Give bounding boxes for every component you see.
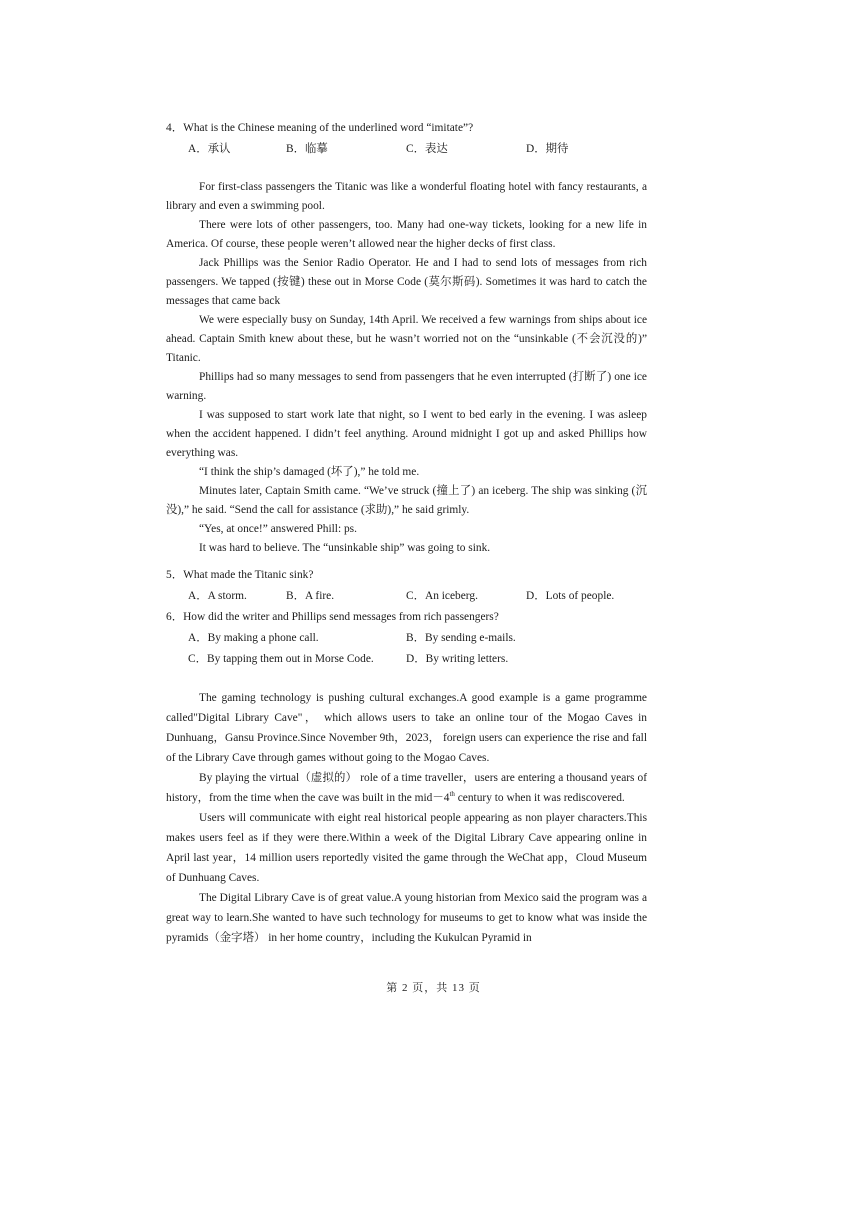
titanic-paragraph: I was supposed to start work late that night, so I went to bed early in the evening. I was asleep when the accident happened. I didn’t feel anything. Around midnight I got up and asked Phillips how everything was. xyxy=(166,409,647,459)
question-4: 4．What is the Chinese meaning of the underlined word “imitate”? xyxy=(166,122,474,134)
cave-paragraph-2-text: By playing the virtual（虚拟的） role of a time traveller，users are entering a thousand years of history，from the time when the cave was built in the mid－4 xyxy=(166,772,647,804)
ordinal-suffix: th xyxy=(449,790,455,799)
cave-paragraph-4: The Digital Library Cave is of great value.A young historian from Mexico said the program was a great way to learn.She wanted to have such technology for museums to get to know what was inside the pyramids（金字塔） in her home country，including the Kukulcan Pyramid in xyxy=(166,892,647,944)
titanic-paragraph: “I think the ship’s damaged (坏了),” he told me. xyxy=(199,466,420,478)
titanic-paragraph: For first-class passengers the Titanic was like a wonderful floating hotel with fancy restaurants, a library and even a swimming pool. xyxy=(166,181,647,212)
titanic-paragraph: Jack Phillips was the Senior Radio Operator. He and I had to send lots of messages from rich passengers. We tapped (按键) these out in Morse Code (莫尔斯码). Sometimes it was hard to catch the messages that came back xyxy=(166,257,647,307)
question-4-options xyxy=(188,139,658,159)
titanic-paragraph: Phillips had so many messages to send from passengers that he even interrupted (打断了) one ice warning. xyxy=(166,371,647,402)
option-c: C．By tapping them out in Morse Code. xyxy=(188,653,374,665)
titanic-paragraph: It was hard to believe. The “unsinkable ship” was going to sink. xyxy=(199,542,491,554)
titanic-paragraph: We were especially busy on Sunday, 14th April. We received a few warnings from ships about ice ahead. Captain Smith knew about these, but he wasn’t worried not on the “unsinkable (不会沉没的)” Titanic. xyxy=(166,314,647,364)
question-5-options xyxy=(188,586,658,606)
option-a: A．By making a phone call. xyxy=(188,632,319,644)
titanic-paragraph: There were lots of other passengers, too. Many had one-way tickets, looking for a new life in America. Of course, these people weren’t allowed near the higher decks of first class. xyxy=(166,219,647,250)
option-d: D．期待 xyxy=(526,143,569,155)
question-6: 6．How did the writer and Phillips send messages from rich passengers? xyxy=(166,611,499,623)
titanic-paragraph: Minutes later, Captain Smith came. “We’ve struck (撞上了) an iceberg. The ship was sinking (沉没),” he said. “Send the call for assistance (求助),” he said grimly. xyxy=(166,485,647,516)
option-c: C．An iceberg. xyxy=(406,590,478,602)
question-6-options-row2 xyxy=(188,649,658,669)
option-a: A．A storm. xyxy=(188,590,247,602)
option-c: C．表达 xyxy=(406,143,448,155)
question-6-options-row1 xyxy=(188,628,658,648)
option-b: B．By sending e-mails. xyxy=(406,632,516,644)
question-5: 5．What made the Titanic sink? xyxy=(166,569,314,581)
cave-paragraph-2-text-end: century to when it was rediscovered. xyxy=(454,792,625,804)
titanic-paragraph: “Yes, at once!” answered Phill: ps. xyxy=(199,523,357,535)
cave-paragraph-3: Users will communicate with eight real historical people appearing as non player characters.This makes users feel as if they were there.Within a week of the Digital Library Cave appearing online in April last year，14 million users reportedly visited the game through the WeChat app，Cloud Museum of Dunhuang Caves. xyxy=(166,812,647,884)
cave-passage xyxy=(166,688,647,948)
option-d: D．Lots of people. xyxy=(526,590,615,602)
option-b: B．A fire. xyxy=(286,590,335,602)
option-b: B．临摹 xyxy=(286,143,328,155)
titanic-passage xyxy=(166,178,647,558)
cave-paragraph-2 xyxy=(166,768,647,808)
option-d: D．By writing letters. xyxy=(406,653,509,665)
page-number-footer: 第 2 页，共 13 页 xyxy=(386,982,481,994)
option-a: A．承认 xyxy=(188,143,231,155)
cave-paragraph-1: The gaming technology is pushing cultural exchanges.A good example is a game programme called"Digital Library Cave"， which allows users to take an online tour of the Mogao Caves in Dunhuang，Gansu Province.Since November 9th，2023， foreign users can experience the rise and fall of the Library Cave through games without going to the Mogao Caves. xyxy=(166,692,647,764)
